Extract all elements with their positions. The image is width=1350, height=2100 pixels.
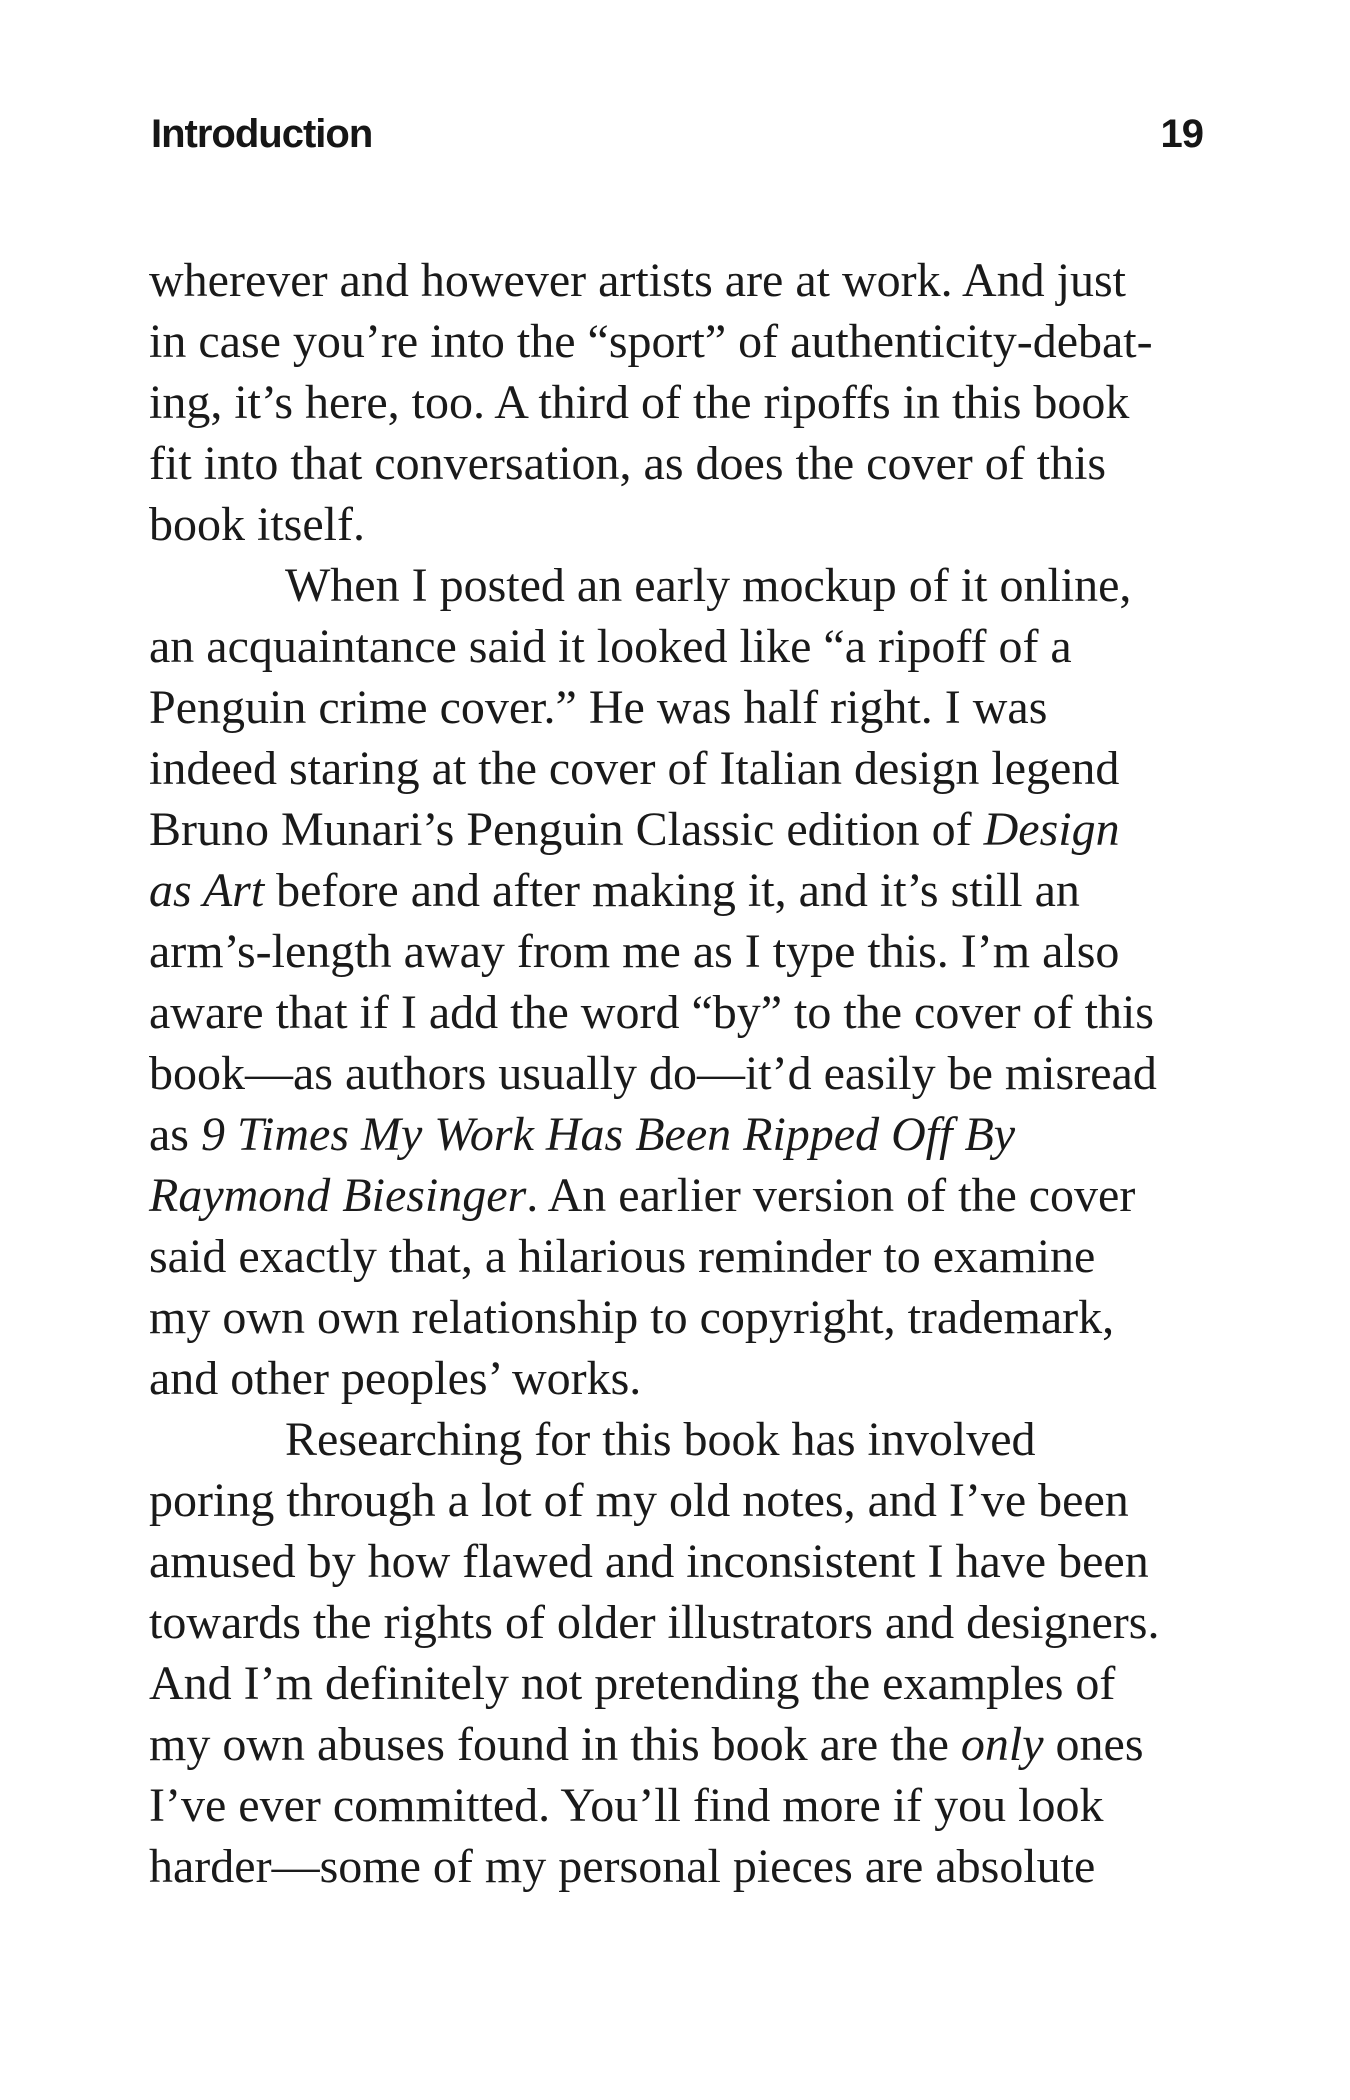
text-segment: Penguin crime cover.” He was half right. I was [149,681,1048,734]
text-segment: indeed staring at the cover of Italian design legend [149,742,1120,795]
text-segment: as [149,1108,201,1161]
body-text [149,250,1203,1897]
text-line [149,1043,1203,1104]
text-line [149,799,1203,860]
text-line [149,494,1203,555]
text-segment: When I posted an early mockup of it online, [285,559,1132,612]
text-segment: said exactly that, a hilarious reminder to examine [149,1230,1096,1283]
text-line [149,1165,1203,1226]
text-segment: poring through a lot of my old notes, and I’ve been [149,1474,1129,1527]
text-line [149,1775,1203,1836]
text-segment: book—as authors usually do—it’d easily be misread [149,1047,1157,1100]
page-number: 19 [1160,112,1203,156]
text-line [149,1104,1203,1165]
paragraph [149,250,1203,555]
text-line [149,433,1203,494]
text-line [149,1348,1203,1409]
text-segment: arm’s-length away from me as I type this. I’m also [149,925,1120,978]
text-line [149,738,1203,799]
text-line [149,860,1203,921]
text-line [149,1409,1203,1470]
text-segment: Bruno Munari’s Penguin Classic edition of [149,803,984,856]
running-header [151,114,1203,154]
text-segment: ones [1043,1718,1144,1771]
text-segment: harder—some of my personal pieces are absolute [149,1840,1096,1893]
text-line [149,1836,1203,1897]
text-segment: And I’m definitely not pretending the examples of [149,1657,1116,1710]
text-segment: my own own relationship to copyright, trademark, [149,1291,1115,1344]
paragraph [149,555,1203,1409]
text-line [149,372,1203,433]
text-segment: and other peoples’ works. [149,1352,642,1405]
text-line [149,1226,1203,1287]
text-line [149,1653,1203,1714]
text-segment: wherever and however artists are at work. And just [149,254,1127,307]
text-segment: Researching for this book has involved [285,1413,1036,1466]
text-segment: an acquaintance said it looked like “a ripoff of a [149,620,1072,673]
text-line [149,1531,1203,1592]
text-segment: my own abuses found in this book are the [149,1718,961,1771]
italic-text-segment: only [960,1718,1044,1771]
text-segment: towards the rights of older illustrators and designers. [149,1596,1160,1649]
italic-text-segment: 9 Times My Work Has Been Ripped Off By [200,1108,1016,1161]
text-segment: aware that if I add the word “by” to the cover of this [149,986,1154,1039]
text-line [149,1287,1203,1348]
text-segment: book itself. [149,498,365,551]
text-segment: . An earlier version of the cover [526,1169,1136,1222]
text-line [149,982,1203,1043]
text-line [149,1592,1203,1653]
text-line [149,1470,1203,1531]
text-segment: I’ve ever committed. You’ll find more if you look [149,1779,1104,1832]
italic-text-segment: Raymond Biesinger [149,1169,527,1222]
italic-text-segment: as Art [149,864,265,917]
text-line [149,1714,1203,1775]
text-line [149,677,1203,738]
paragraph [149,1409,1203,1897]
chapter-title: Introduction [151,112,373,156]
text-line [149,921,1203,982]
text-segment: before and after making it, and it’s still an [264,864,1080,917]
text-segment: amused by how flawed and inconsistent I have been [149,1535,1149,1588]
italic-text-segment: Design [983,803,1120,856]
text-line [149,616,1203,677]
text-segment: ing, it’s here, too. A third of the ripoffs in this book [149,376,1130,429]
text-segment: fit into that conversation, as does the cover of this [149,437,1107,490]
text-segment: in case you’re into the “sport” of authenticity-debat- [149,315,1153,368]
text-line [149,555,1203,616]
text-line [149,250,1203,311]
text-line [149,311,1203,372]
